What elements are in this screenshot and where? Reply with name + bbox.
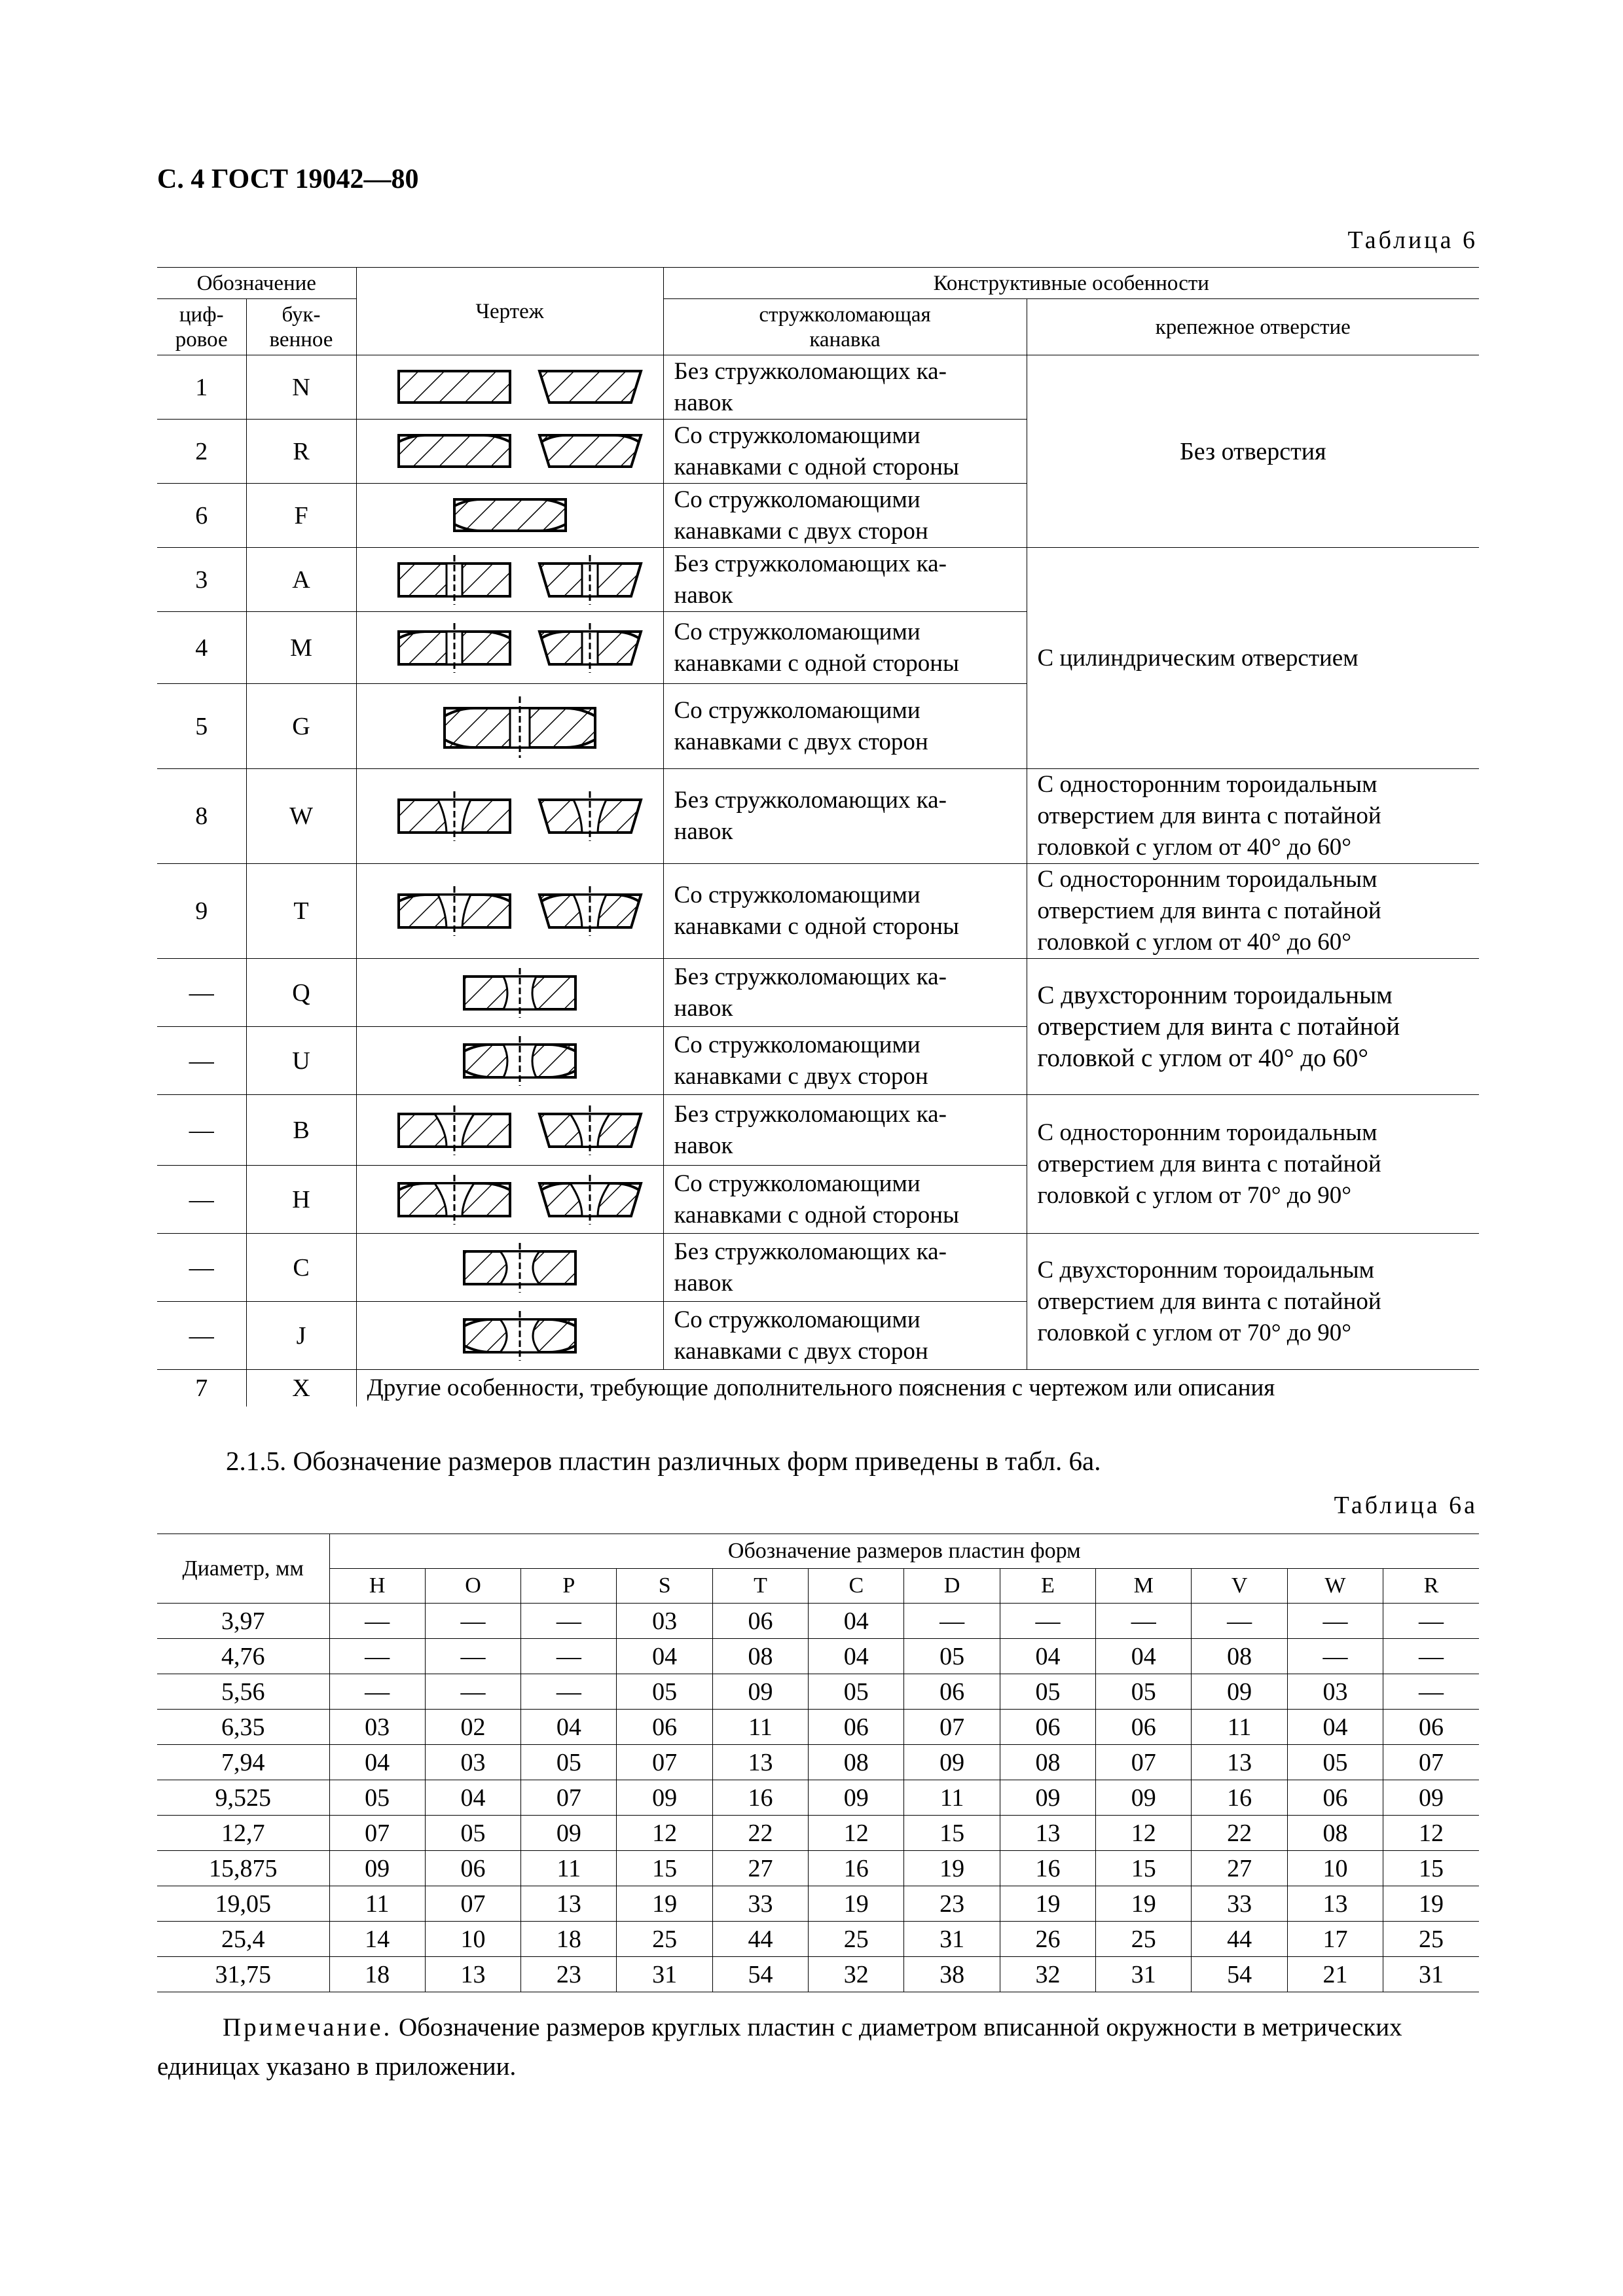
size-cell: 07 [1096,1745,1192,1780]
size-cell: 07 [521,1780,617,1816]
size-cell: 25 [809,1922,904,1957]
diameter-cell: 3,97 [157,1604,329,1639]
size-cell: 03 [1287,1674,1383,1710]
size-cell: — [425,1604,520,1639]
insert-toroidal-hole-icon [373,1104,647,1157]
drawing-header: Чертеж [356,268,663,355]
size-cell: 05 [617,1674,712,1710]
hole-header: крепежное отверстие [1027,299,1479,355]
insert-toroidal-hole-icon [373,885,647,937]
digital-header: циф- ровое [157,299,246,355]
groove-header: стружколомающая канавка [663,299,1027,355]
table-row [157,1922,1479,1957]
row-letter: T [246,864,356,959]
size-cell: — [904,1604,1000,1639]
column-header: P [521,1569,617,1604]
size-cell: 15 [1383,1851,1479,1886]
insert-drawing-icon [373,365,647,410]
size-cell: 11 [521,1851,617,1886]
diameter-cell: 31,75 [157,1957,329,1992]
row-num: 2 [157,420,246,484]
table-row [157,959,1479,1027]
column-header: V [1192,1569,1287,1604]
size-cell: 07 [425,1886,520,1922]
column-header: T [712,1569,808,1604]
hole-text: С односторонним тороидальным отверстием для винта с потайной головкой с углом от 40° до 60° [1027,864,1479,959]
column-headers [157,1569,1479,1604]
row-num: 8 [157,769,246,864]
size-cell: — [521,1604,617,1639]
groove-text: Со стружколомающими канавками с двух сторон [663,1027,1027,1095]
diameter-cell: 4,76 [157,1639,329,1674]
size-cell: 05 [1287,1745,1383,1780]
column-header: H [329,1569,425,1604]
size-cell: — [1096,1604,1192,1639]
table-row [157,1710,1479,1745]
size-cell: 16 [712,1780,808,1816]
size-cell: 10 [425,1922,520,1957]
size-cell: 02 [425,1710,520,1745]
insert-with-hole-icon [373,622,647,674]
size-cell: 14 [329,1922,425,1957]
diameter-cell: 7,94 [157,1745,329,1780]
size-cell: 08 [809,1745,904,1780]
row-num: 1 [157,355,246,420]
size-cell: 44 [712,1922,808,1957]
drawing-cell [356,959,663,1027]
insert-with-hole-icon [373,694,647,759]
size-cell: 09 [712,1674,808,1710]
size-cell: 09 [809,1780,904,1816]
groove-text: Без стружколомающих ка- навок [663,355,1027,420]
column-header: D [904,1569,1000,1604]
hole-text: С двухсторонним тороидальным отверстием для винта с потайной головкой с углом от 70° до 90° [1027,1234,1479,1370]
size-cell: 04 [329,1745,425,1780]
drawing-cell [356,1302,663,1370]
size-cell: 13 [712,1745,808,1780]
size-cell: 06 [712,1604,808,1639]
size-cell: 44 [1192,1922,1287,1957]
groove-text: Со стружколомающими канавками с двух сторон [663,484,1027,548]
size-cell: 25 [1383,1922,1479,1957]
size-cell: 31 [1096,1957,1192,1992]
group-header: Обозначение размеров пластин форм [329,1534,1479,1569]
note-label: Примечание. [223,2013,393,2041]
table6 [157,267,1479,1407]
size-cell: — [1000,1604,1095,1639]
size-cell: — [425,1674,520,1710]
groove-text: Со стружколомающими канавками с двух сторон [663,684,1027,769]
drawing-cell [356,1166,663,1234]
size-cell: 32 [1000,1957,1095,1992]
table-row [157,1816,1479,1851]
size-cell: 12 [1096,1816,1192,1851]
size-cell: 32 [809,1957,904,1992]
size-cell: 54 [1192,1957,1287,1992]
size-cell: 04 [809,1639,904,1674]
size-cell: 05 [521,1745,617,1780]
size-cell: 19 [1383,1886,1479,1922]
size-cell: 07 [617,1745,712,1780]
insert-drawing-icon [373,493,647,539]
table-row [157,1957,1479,1992]
groove-text: Со стружколомающими канавками с одной стороны [663,420,1027,484]
table6a-caption: Таблица 6а [1334,1492,1478,1519]
size-cell: 18 [329,1957,425,1992]
hole-text: С односторонним тороидальным отверстием для винта с потайной головкой с углом от 40° до 60° [1027,769,1479,864]
column-header: E [1000,1569,1095,1604]
drawing-cell [356,612,663,684]
size-cell: 27 [712,1851,808,1886]
table-row [157,1674,1479,1710]
size-cell: 13 [521,1886,617,1922]
size-cell: 05 [809,1674,904,1710]
row-num: 7 [157,1370,246,1407]
row-letter: F [246,484,356,548]
drawing-cell [356,1234,663,1302]
insert-toroidal-hole-icon [373,1174,647,1226]
row-num: — [157,1234,246,1302]
size-cell: 04 [1000,1639,1095,1674]
size-cell: 03 [425,1745,520,1780]
size-cell: 04 [809,1604,904,1639]
size-cell: 11 [1192,1710,1287,1745]
size-cell: 18 [521,1922,617,1957]
size-cell: 16 [1000,1851,1095,1886]
size-cell: 25 [1096,1922,1192,1957]
size-cell: — [1192,1604,1287,1639]
page-header: С. 4 ГОСТ 19042—80 [157,164,419,194]
size-cell: 08 [1000,1745,1095,1780]
column-header: S [617,1569,712,1604]
row-letter: G [246,684,356,769]
size-cell: 09 [1383,1780,1479,1816]
insert-toroidal-hole-icon [373,967,647,1019]
note-text: Обозначение размеров круглых пластин с диаметром вписанной окружности в метрических единицах указано в приложении. [157,2013,1402,2081]
drawing-cell [356,1027,663,1095]
table-row [157,1780,1479,1816]
size-cell: 33 [1192,1886,1287,1922]
row-letter: A [246,548,356,612]
size-cell: 23 [521,1957,617,1992]
size-cell: 38 [904,1957,1000,1992]
size-cell: — [425,1639,520,1674]
size-cell: 05 [904,1639,1000,1674]
drawing-cell [356,684,663,769]
size-cell: — [1287,1639,1383,1674]
size-cell: 06 [1287,1780,1383,1816]
row-letter: C [246,1234,356,1302]
size-cell: 05 [329,1780,425,1816]
diameter-cell: 19,05 [157,1886,329,1922]
drawing-cell [356,769,663,864]
size-cell: 31 [904,1922,1000,1957]
row-num: 3 [157,548,246,612]
row-letter: H [246,1166,356,1234]
hole-text: С односторонним тороидальным отверстием для винта с потайной головкой с углом от 70° до 90° [1027,1095,1479,1234]
size-cell: 15 [904,1816,1000,1851]
groove-text: Со стружколомающими канавками с одной стороны [663,612,1027,684]
size-cell: 04 [521,1710,617,1745]
size-cell: — [1383,1604,1479,1639]
size-cell: — [521,1639,617,1674]
row-letter: J [246,1302,356,1370]
size-cell: 15 [1096,1851,1192,1886]
column-header: C [809,1569,904,1604]
insert-drawing-icon [373,429,647,475]
size-cell: 07 [1383,1745,1479,1780]
row-letter: Q [246,959,356,1027]
size-cell: 05 [1096,1674,1192,1710]
table-row [157,1604,1479,1639]
hole-text: Без отверстия [1027,355,1479,548]
groove-text: Без стружколомающих ка- навок [663,769,1027,864]
size-cell: 11 [712,1710,808,1745]
groove-text: Без стружколомающих ка- навок [663,1095,1027,1166]
row-letter: W [246,769,356,864]
row-letter: U [246,1027,356,1095]
groove-text: Без стружколомающих ка- навок [663,548,1027,612]
designation-header: Обозначение [157,268,356,299]
row-num: — [157,1027,246,1095]
size-cell: 13 [1000,1816,1095,1851]
table-row [157,1886,1479,1922]
table-row [157,1095,1479,1166]
size-cell: 16 [1192,1780,1287,1816]
drawing-cell [356,484,663,548]
table-row [157,1851,1479,1886]
size-cell: 09 [329,1851,425,1886]
size-cell: 23 [904,1886,1000,1922]
diameter-cell: 5,56 [157,1674,329,1710]
size-cell: 08 [1192,1639,1287,1674]
size-cell: 04 [1287,1710,1383,1745]
size-cell: 22 [712,1816,808,1851]
note [157,2008,1479,2087]
features-header: Конструктивные особенности [663,268,1479,299]
table-row [157,1639,1479,1674]
insert-toroidal-hole-icon [373,1310,647,1362]
size-cell: 06 [1383,1710,1479,1745]
size-cell: 07 [904,1710,1000,1745]
size-cell: 33 [712,1886,808,1922]
size-cell: 12 [809,1816,904,1851]
row-num: 9 [157,864,246,959]
size-cell: 19 [1000,1886,1095,1922]
size-cell: 19 [617,1886,712,1922]
size-cell: — [1383,1674,1479,1710]
size-cell: 27 [1192,1851,1287,1886]
row-num: — [157,1095,246,1166]
size-cell: 04 [617,1639,712,1674]
size-cell: 54 [712,1957,808,1992]
groove-text: Без стружколомающих ка- навок [663,1234,1027,1302]
size-cell: 26 [1000,1922,1095,1957]
row-num: — [157,1166,246,1234]
paragraph-2-1-5: 2.1.5. Обозначение размеров пластин различных форм приведены в табл. 6а. [226,1446,1101,1476]
size-cell: 09 [1096,1780,1192,1816]
row-letter: M [246,612,356,684]
insert-with-hole-icon [373,554,647,606]
size-cell: 03 [329,1710,425,1745]
diameter-cell: 25,4 [157,1922,329,1957]
size-cell: 09 [521,1816,617,1851]
size-cell: — [329,1639,425,1674]
row-letter: X [246,1370,356,1407]
size-cell: 05 [1000,1674,1095,1710]
size-cell: — [1383,1639,1479,1674]
drawing-cell [356,1095,663,1166]
insert-toroidal-hole-icon [373,1242,647,1294]
size-cell: 31 [1383,1957,1479,1992]
diameter-cell: 12,7 [157,1816,329,1851]
size-cell: 06 [904,1674,1000,1710]
row-letter: R [246,420,356,484]
size-cell: 08 [1287,1816,1383,1851]
hole-text: С двухсторонним тороидальным отверстием для винта с потайной головкой с углом от 40° до 60° [1027,959,1479,1095]
size-cell: 19 [904,1851,1000,1886]
diameter-cell: 15,875 [157,1851,329,1886]
row-num: — [157,1302,246,1370]
drawing-cell [356,420,663,484]
letter-header: бук- венное [246,299,356,355]
drawing-cell [356,864,663,959]
size-cell: 17 [1287,1922,1383,1957]
table-row [157,548,1479,612]
size-cell: 06 [809,1710,904,1745]
table-row [157,769,1479,864]
size-cell: — [521,1674,617,1710]
size-cell: 13 [1192,1745,1287,1780]
groove-text: Без стружколомающих ка- навок [663,959,1027,1027]
table6a [157,1534,1479,1992]
size-cell: 04 [425,1780,520,1816]
insert-toroidal-hole-icon [373,790,647,842]
row-letter: N [246,355,356,420]
size-cell: — [1287,1604,1383,1639]
size-cell: 06 [1000,1710,1095,1745]
size-cell: 31 [617,1957,712,1992]
size-cell: 19 [809,1886,904,1922]
other-features-text: Другие особенности, требующие дополнительного пояснения с чертежом или описания [356,1370,1479,1407]
size-cell: 13 [1287,1886,1383,1922]
size-cell: 11 [329,1886,425,1922]
size-cell: 10 [1287,1851,1383,1886]
size-cell: 05 [425,1816,520,1851]
groove-text: Со стружколомающими канавками с одной стороны [663,1166,1027,1234]
row-num: 4 [157,612,246,684]
column-header: R [1383,1569,1479,1604]
size-cell: — [329,1674,425,1710]
table-row [157,864,1479,959]
size-cell: 12 [617,1816,712,1851]
size-cell: 19 [1096,1886,1192,1922]
groove-text: Со стружколомающими канавками с одной стороны [663,864,1027,959]
size-cell: 16 [809,1851,904,1886]
drawing-cell [356,355,663,420]
groove-text: Со стружколомающими канавками с двух сторон [663,1302,1027,1370]
table-row [157,1745,1479,1780]
column-header: W [1287,1569,1383,1604]
size-cell: 11 [904,1780,1000,1816]
size-cell: 25 [617,1922,712,1957]
size-cell: 09 [617,1780,712,1816]
insert-toroidal-hole-icon [373,1035,647,1087]
size-cell: — [329,1604,425,1639]
size-cell: 07 [329,1816,425,1851]
size-cell: 21 [1287,1957,1383,1992]
size-cell: 12 [1383,1816,1479,1851]
size-cell: 06 [617,1710,712,1745]
size-cell: 08 [712,1639,808,1674]
size-cell: 09 [904,1745,1000,1780]
column-header: O [425,1569,520,1604]
table6-caption: Таблица 6 [1347,226,1478,254]
size-cell: 13 [425,1957,520,1992]
diameter-cell: 6,35 [157,1710,329,1745]
diameter-header: Диаметр, мм [157,1534,329,1604]
size-cell: 06 [1096,1710,1192,1745]
hole-text: С цилиндрическим отверстием [1027,548,1479,769]
table-row [157,1370,1479,1407]
table-row [157,355,1479,420]
row-num: — [157,959,246,1027]
size-cell: 09 [1000,1780,1095,1816]
size-cell: 22 [1192,1816,1287,1851]
size-cell: 15 [617,1851,712,1886]
size-cell: 04 [1096,1639,1192,1674]
column-header: M [1096,1569,1192,1604]
row-letter: B [246,1095,356,1166]
row-num: 5 [157,684,246,769]
row-num: 6 [157,484,246,548]
drawing-cell [356,548,663,612]
size-cell: 06 [425,1851,520,1886]
size-cell: 09 [1192,1674,1287,1710]
diameter-cell: 9,525 [157,1780,329,1816]
table-row [157,1234,1479,1302]
size-cell: 03 [617,1604,712,1639]
